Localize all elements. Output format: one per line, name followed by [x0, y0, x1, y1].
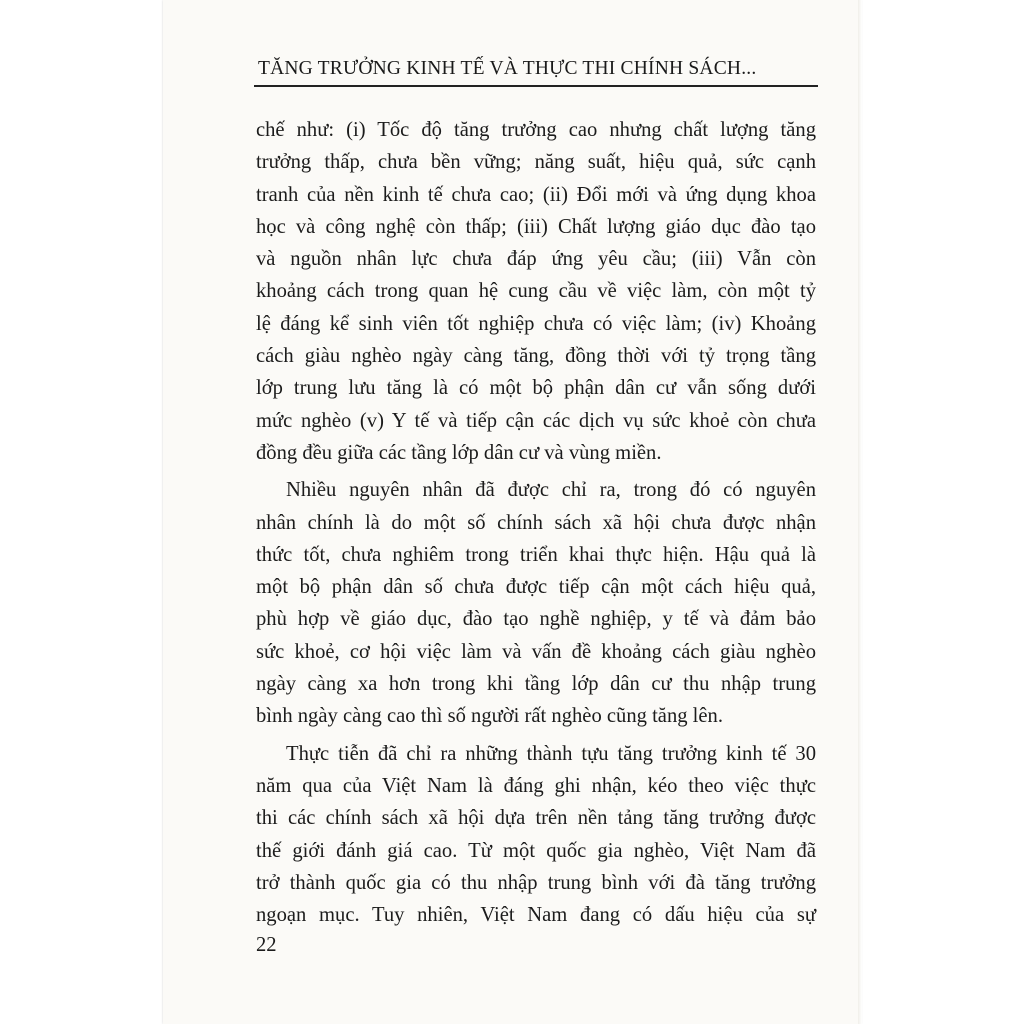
- text-line: trở thành quốc gia có thu nhập trung bình với đà tăng trưởng: [256, 871, 816, 894]
- text-line: tranh của nền kinh tế chưa cao; (ii) Đổi mới và ứng dụng khoa: [256, 183, 816, 206]
- header-rule: [254, 85, 818, 87]
- text-line: nhân chính là do một số chính sách xã hội chưa được nhận: [256, 511, 816, 534]
- body-text: [256, 114, 816, 931]
- text-line: ngoạn mục. Tuy nhiên, Việt Nam đang có dấu hiệu của sự: [256, 904, 816, 927]
- page-edge: [858, 0, 862, 1024]
- text-line: Nhiều nguyên nhân đã được chỉ ra, trong đó có nguyên: [286, 479, 816, 502]
- text-line: ngày càng xa hơn trong khi tầng lớp dân cư thu nhập trung: [256, 673, 816, 696]
- text-line: lớp trung lưu tăng là có một bộ phận dân cư vẫn sống dưới: [256, 377, 816, 400]
- text-line: phù hợp về giáo dục, đào tạo nghề nghiệp, y tế và đảm bảo: [256, 608, 816, 631]
- text-line: mức nghèo (v) Y tế và tiếp cận các dịch vụ sức khoẻ còn chưa: [256, 409, 816, 432]
- text-line: cách giàu nghèo ngày càng tăng, đồng thời với tỷ trọng tầng: [256, 345, 816, 368]
- text-line: thức tốt, chưa nghiêm trong triển khai thực hiện. Hậu quả là: [256, 543, 816, 566]
- text-line: thế giới đánh giá cao. Từ một quốc gia nghèo, Việt Nam đã: [256, 839, 816, 862]
- text-line: năm qua của Việt Nam là đáng ghi nhận, kéo theo việc thực: [256, 774, 816, 797]
- text-line: bình ngày càng cao thì số người rất nghèo cũng tăng lên.: [256, 705, 723, 728]
- text-line: Thực tiễn đã chỉ ra những thành tựu tăng trưởng kinh tế 30: [286, 742, 816, 765]
- paragraph-3: [256, 738, 816, 932]
- text-line: đồng đều giữa các tầng lớp dân cư và vùng miền.: [256, 441, 662, 464]
- paragraph-2: [256, 474, 816, 732]
- text-line: thi các chính sách xã hội dựa trên nền tảng tăng trưởng được: [256, 807, 816, 830]
- text-line: chế như: (i) Tốc độ tăng trưởng cao nhưng chất lượng tăng: [256, 119, 816, 141]
- text-line: và nguồn nhân lực chưa đáp ứng yêu cầu; (iii) Vẫn còn: [256, 248, 816, 271]
- running-head: TĂNG TRƯỞNG KINH TẾ VÀ THỰC THI CHÍNH SÁCH...: [258, 58, 757, 79]
- text-line: học và công nghệ còn thấp; (iii) Chất lượng giáo dục đào tạo: [256, 215, 816, 238]
- text-line: sức khoẻ, cơ hội việc làm và vấn đề khoảng cách giàu nghèo: [256, 640, 816, 663]
- text-line: một bộ phận dân số chưa được tiếp cận một cách hiệu quả,: [256, 576, 816, 599]
- text-line: trưởng thấp, chưa bền vững; năng suất, hiệu quả, sức cạnh: [256, 151, 816, 174]
- text-line: lệ đáng kể sinh viên tốt nghiệp chưa có việc làm; (iv) Khoảng: [256, 312, 816, 335]
- text-line: khoảng cách trong quan hệ cung cầu về việc làm, còn một tỷ: [256, 280, 816, 303]
- page-number: 22: [256, 934, 277, 956]
- paragraph-1: [256, 114, 816, 469]
